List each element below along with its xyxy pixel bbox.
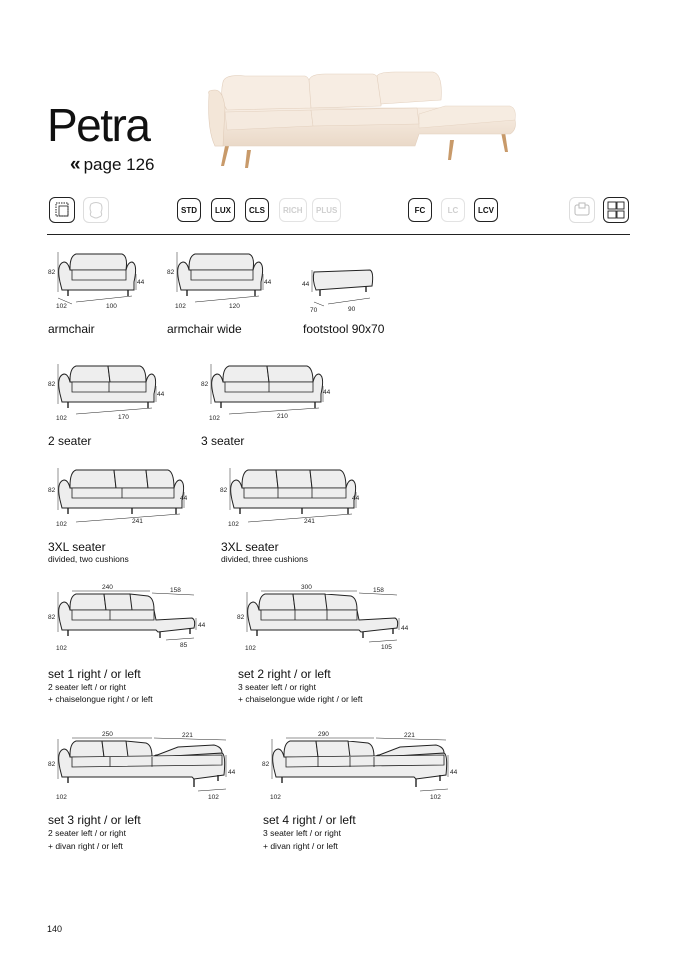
set1-desc-line2: + chaiselongue right / or left <box>48 694 153 704</box>
page-reference-label: page 126 <box>83 155 155 174</box>
footstool-name: footstool 90x70 <box>303 322 385 336</box>
badge-lcv: LCV <box>474 198 498 222</box>
3xl-two-cushions-desc: divided, two cushions <box>48 554 129 564</box>
svg-text:44: 44 <box>302 281 310 288</box>
svg-text:100: 100 <box>106 303 117 310</box>
svg-text:82: 82 <box>48 269 56 276</box>
badge-cls: CLS <box>245 198 269 222</box>
svg-text:44: 44 <box>264 279 272 286</box>
svg-text:102: 102 <box>56 521 67 528</box>
page-reference-link[interactable] <box>70 155 154 175</box>
set2-name: set 2 right / or left <box>238 667 331 681</box>
svg-text:82: 82 <box>167 269 175 276</box>
svg-text:44: 44 <box>401 625 409 632</box>
header-divider <box>47 234 630 235</box>
svg-text:44: 44 <box>157 391 165 398</box>
set3-desc-line2: + divan right / or left <box>48 841 123 851</box>
3xl-three-cushions-drawing <box>218 462 368 532</box>
armchair-drawing <box>46 244 146 314</box>
footstool-drawing <box>300 262 380 314</box>
svg-text:170: 170 <box>118 414 129 421</box>
3xl-two-cushions-name: 3XL seater <box>48 540 106 554</box>
svg-text:90: 90 <box>348 306 356 313</box>
svg-text:82: 82 <box>220 487 228 494</box>
badge-fc: FC <box>408 198 432 222</box>
two-seater-drawing <box>46 356 166 426</box>
svg-text:102: 102 <box>56 794 67 801</box>
svg-text:102: 102 <box>56 645 67 652</box>
set1-name: set 1 right / or left <box>48 667 141 681</box>
svg-text:221: 221 <box>182 732 193 739</box>
set1-desc-line1: 2 seater left / or right <box>48 682 126 692</box>
svg-text:221: 221 <box>404 732 415 739</box>
svg-text:82: 82 <box>48 487 56 494</box>
svg-text:44: 44 <box>228 769 236 776</box>
double-chevron-left-icon: « <box>70 154 78 175</box>
svg-text:82: 82 <box>48 614 56 621</box>
set3-name: set 3 right / or left <box>48 813 141 827</box>
svg-text:102: 102 <box>208 794 219 801</box>
hero-sofa-image <box>205 68 520 168</box>
3xl-three-cushions-name: 3XL seater <box>221 540 279 554</box>
badge-std: STD <box>177 198 201 222</box>
set4-desc-line2: + divan right / or left <box>263 841 338 851</box>
set1-drawing <box>46 582 216 654</box>
page-number: 140 <box>47 924 63 934</box>
set3-drawing <box>46 729 246 803</box>
svg-text:44: 44 <box>323 389 331 396</box>
svg-text:44: 44 <box>198 622 206 629</box>
set4-drawing <box>260 729 470 803</box>
fabric-swatch-icon <box>49 197 75 223</box>
svg-text:44: 44 <box>352 495 360 502</box>
modules-grid-icon <box>603 197 629 223</box>
3xl-three-cushions-desc: divided, three cushions <box>221 554 308 564</box>
set4-desc-line1: 3 seater left / or right <box>263 828 341 838</box>
svg-text:82: 82 <box>262 761 270 768</box>
svg-text:102: 102 <box>245 645 256 652</box>
svg-text:102: 102 <box>228 521 239 528</box>
badge-plus: PLUS <box>312 198 341 222</box>
leather-hide-icon <box>83 197 109 223</box>
svg-text:44: 44 <box>450 769 458 776</box>
armchair-name: armchair <box>48 322 95 336</box>
svg-text:82: 82 <box>48 381 56 388</box>
svg-text:250: 250 <box>102 731 113 738</box>
svg-text:82: 82 <box>48 761 56 768</box>
svg-text:241: 241 <box>132 518 143 525</box>
set2-drawing <box>235 582 415 654</box>
svg-text:120: 120 <box>229 303 240 310</box>
set4-name: set 4 right / or left <box>263 813 356 827</box>
svg-text:102: 102 <box>56 303 67 310</box>
set2-desc-line1: 3 seater left / or right <box>238 682 316 692</box>
svg-text:82: 82 <box>237 614 245 621</box>
set2-desc-line2: + chaiselongue wide right / or left <box>238 694 363 704</box>
badge-lc: LC <box>441 198 465 222</box>
svg-text:102: 102 <box>270 794 281 801</box>
svg-text:44: 44 <box>180 495 188 502</box>
svg-text:290: 290 <box>318 731 329 738</box>
svg-text:102: 102 <box>56 415 67 422</box>
svg-text:300: 300 <box>301 584 312 591</box>
three-seater-drawing <box>199 356 339 426</box>
svg-text:241: 241 <box>304 518 315 525</box>
two-seater-name: 2 seater <box>48 434 92 448</box>
svg-text:102: 102 <box>175 303 186 310</box>
badge-lux: LUX <box>211 198 235 222</box>
armchair-wide-drawing <box>165 244 275 314</box>
svg-text:210: 210 <box>277 413 288 420</box>
svg-text:158: 158 <box>170 587 181 594</box>
product-title: Petra <box>47 99 150 151</box>
cushion-icon <box>569 197 595 223</box>
3xl-two-cushions-drawing <box>46 462 196 532</box>
armchair-wide-name: armchair wide <box>167 322 242 336</box>
svg-text:102: 102 <box>209 415 220 422</box>
svg-text:44: 44 <box>137 279 145 286</box>
svg-text:240: 240 <box>102 584 113 591</box>
three-seater-name: 3 seater <box>201 434 245 448</box>
svg-text:102: 102 <box>430 794 441 801</box>
svg-text:82: 82 <box>201 381 209 388</box>
set3-desc-line1: 2 seater left / or right <box>48 828 126 838</box>
svg-text:105: 105 <box>381 644 392 651</box>
svg-text:70: 70 <box>310 307 318 314</box>
svg-text:85: 85 <box>180 642 188 649</box>
svg-text:158: 158 <box>373 587 384 594</box>
badge-rich: RICH <box>279 198 307 222</box>
